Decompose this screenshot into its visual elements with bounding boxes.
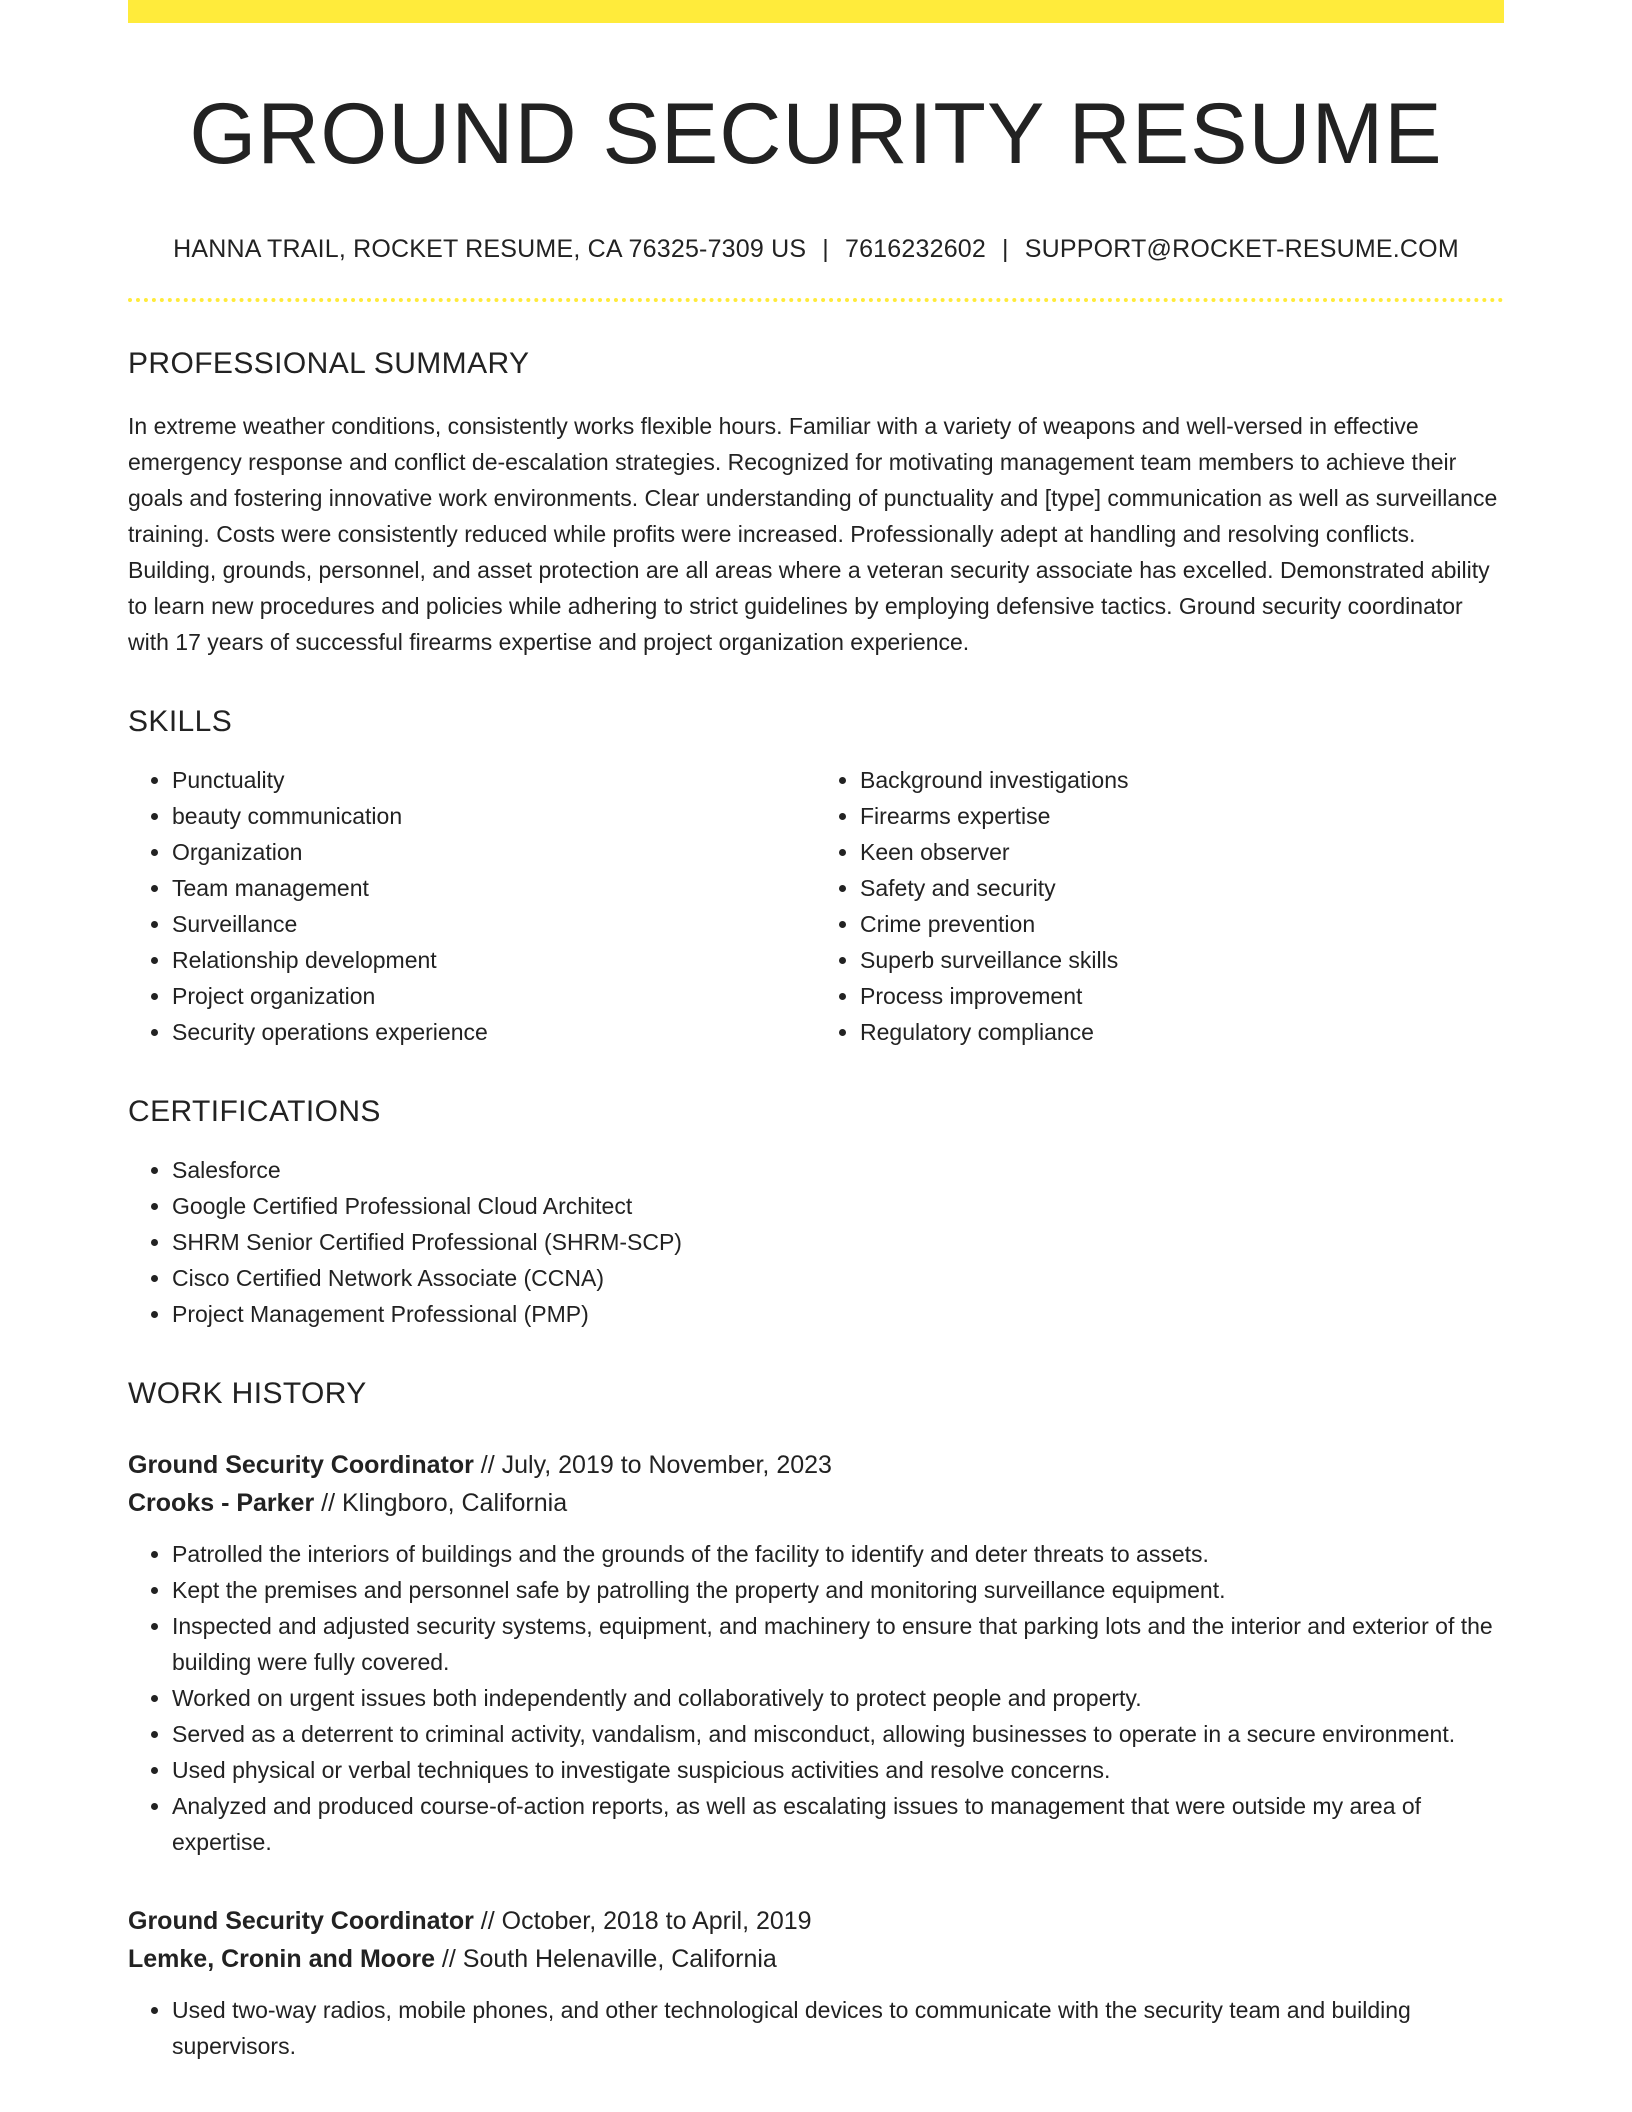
certifications-heading: CERTIFICATIONS: [128, 1094, 381, 1128]
contact-separator: |: [822, 234, 829, 263]
certification-item: • Project Management Professional (PMP): [172, 1296, 1504, 1332]
job-entry: [128, 1446, 1504, 1522]
job-company-line: [128, 1484, 1504, 1522]
job-company: Lemke, Cronin and Moore: [128, 1944, 435, 1973]
certifications-list: [128, 1152, 1504, 1332]
job-company-line: [128, 1940, 1504, 1978]
skills-list-left: [128, 762, 816, 1050]
certification-item: • Cisco Certified Network Associate (CCNA): [172, 1260, 1504, 1296]
skill-item: • Organization: [172, 834, 816, 870]
job-bullet: • Worked on urgent issues both independently and collaboratively to protect people and property.: [172, 1680, 1504, 1716]
job-location: // South Helenaville, California: [434, 1944, 777, 1973]
skill-item: • Project organization: [172, 978, 816, 1014]
job-bullet: • Analyzed and produced course-of-action reports, as well as escalating issues to management that were outside my area of expertise.: [172, 1788, 1504, 1860]
job-bullet: • Inspected and adjusted security systems, equipment, and machinery to ensure that parking lots and the interior and exterior of the building were fully covered.: [172, 1608, 1504, 1680]
job-title: Ground Security Coordinator: [128, 1450, 474, 1479]
work-history-heading: WORK HISTORY: [128, 1376, 367, 1410]
job-bullets: [128, 1536, 1504, 1860]
skill-item: • Background investigations: [860, 762, 1504, 798]
skill-item: • beauty communication: [172, 798, 816, 834]
job-bullet: • Used physical or verbal techniques to investigate suspicious activities and resolve concerns.: [172, 1752, 1504, 1788]
accent-bar: [128, 0, 1504, 23]
contact-phone: 7616232602: [844, 234, 987, 263]
skills-heading: SKILLS: [128, 704, 233, 738]
job-bullets: [128, 1992, 1504, 2064]
certification-item: • Salesforce: [172, 1152, 1504, 1188]
summary-text: In extreme weather conditions, consistently works flexible hours. Familiar with a variety of weapons and well-versed in effective emergency response and conflict de-escalation strategies. Recognized for motivating management team members to achieve their goals and fostering innovative work environments. Clear understanding of punctuality and [type] communication as well as surveillance training. Costs were consistently reduced while profits were increased. Professionally adept at handling and resolving conflicts. Building, grounds, personnel, and asset protection are all areas where a veteran security associate has excelled. Demonstrated ability to learn new procedures and policies while adhering to strict guidelines by employing defensive tactics. Ground security coordinator with 17 years of successful firearms expertise and project organization experience.: [128, 412, 1498, 655]
contact-line: [128, 234, 1504, 264]
summary-heading: PROFESSIONAL SUMMARY: [128, 346, 530, 380]
skill-item: • Safety and security: [860, 870, 1504, 906]
contact-email: SUPPORT@ROCKET-RESUME.COM: [1024, 234, 1459, 263]
job-title-line: [128, 1902, 1504, 1940]
contact-separator: |: [1002, 234, 1009, 263]
job-dates: // October, 2018 to April, 2019: [473, 1906, 812, 1935]
skill-item: • Firearms expertise: [860, 798, 1504, 834]
skill-item: • Surveillance: [172, 906, 816, 942]
skill-item: • Regulatory compliance: [860, 1014, 1504, 1050]
job-bullet: • Served as a deterrent to criminal activity, vandalism, and misconduct, allowing businesses to operate in a secure environment.: [172, 1716, 1504, 1752]
skill-item: • Crime prevention: [860, 906, 1504, 942]
skills-list-right: [816, 762, 1504, 1050]
resume-title: GROUND SECURITY RESUME: [189, 86, 1443, 182]
job-location: // Klingboro, California: [314, 1488, 568, 1517]
job-bullet: • Used two-way radios, mobile phones, and other technological devices to communicate with the security team and building supervisors.: [172, 1992, 1504, 2064]
skill-item: • Security operations experience: [172, 1014, 816, 1050]
job-title: Ground Security Coordinator: [128, 1906, 474, 1935]
skill-item: • Punctuality: [172, 762, 816, 798]
skill-item: • Keen observer: [860, 834, 1504, 870]
skill-item: • Relationship development: [172, 942, 816, 978]
job-company: Crooks - Parker: [128, 1488, 315, 1517]
job-bullet: • Kept the premises and personnel safe by patrolling the property and monitoring surveillance equipment.: [172, 1572, 1504, 1608]
job-entry: [128, 1902, 1504, 1978]
skill-item: • Process improvement: [860, 978, 1504, 1014]
job-bullet: • Patrolled the interiors of buildings and the grounds of the facility to identify and deter threats to assets.: [172, 1536, 1504, 1572]
dotted-divider: [128, 298, 1504, 302]
job-dates: // July, 2019 to November, 2023: [473, 1450, 832, 1479]
skill-item: • Superb surveillance skills: [860, 942, 1504, 978]
contact-address: HANNA TRAIL, ROCKET RESUME, CA 76325-7309 US: [173, 234, 807, 263]
resume-page: [128, 0, 1504, 2064]
skill-item: • Team management: [172, 870, 816, 906]
job-title-line: [128, 1446, 1504, 1484]
certification-item: • Google Certified Professional Cloud Architect: [172, 1188, 1504, 1224]
skills-columns: [128, 762, 1504, 1050]
certification-item: • SHRM Senior Certified Professional (SHRM-SCP): [172, 1224, 1504, 1260]
